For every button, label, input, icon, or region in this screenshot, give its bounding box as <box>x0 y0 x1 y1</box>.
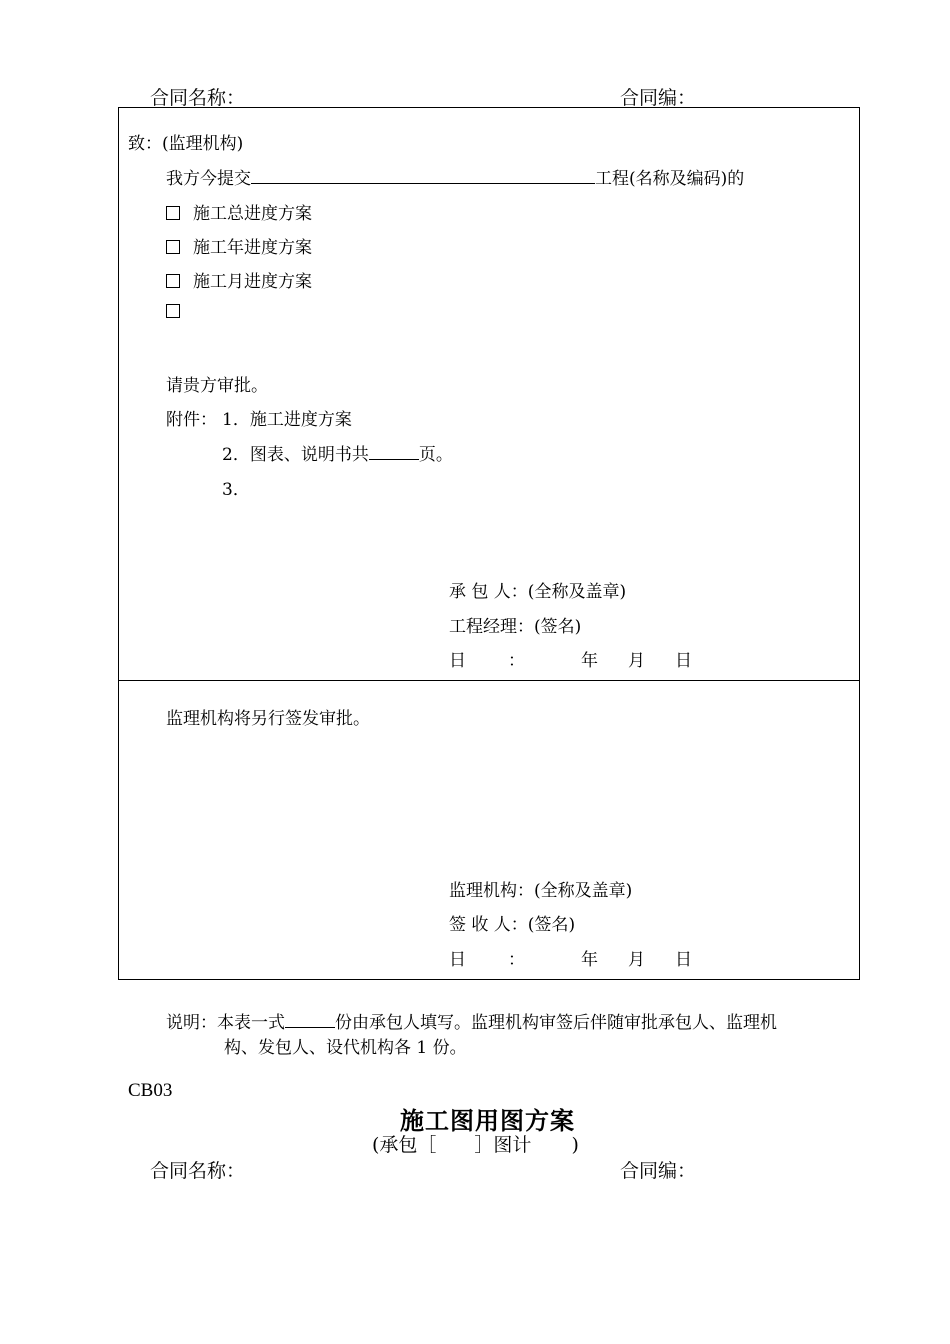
attachment-3: 3． <box>222 480 250 500</box>
note-line-1-suffix: 份由承包人填写。监理机构审签后伴随审批承包人、监理机 <box>335 1013 777 1033</box>
contract-number-label: 合同编： <box>620 87 697 109</box>
checkbox-icon[interactable] <box>166 304 180 318</box>
year-label: 年 <box>581 651 598 671</box>
option-monthly-schedule[interactable] <box>166 267 312 292</box>
form-note-line-1 <box>166 1008 777 1033</box>
attachment-2 <box>222 440 453 465</box>
addressee-line: 致：(监理机构) <box>128 134 244 154</box>
contractor-signature-label: 承 包 人：(全称及盖章) <box>449 582 627 602</box>
manager-signature-label: 工程经理：(签名) <box>449 617 582 637</box>
date-colon: ： <box>508 651 525 671</box>
supervisor-notice: 监理机构将另行签发审批。 <box>166 709 370 729</box>
page-count-blank[interactable] <box>369 443 419 460</box>
contract-name-label: 合同名称： <box>150 1160 246 1182</box>
note-prefix: 说明：本表一式 <box>166 1013 285 1033</box>
option-other[interactable] <box>166 302 193 322</box>
date-label: 日 <box>449 651 466 671</box>
checkbox-icon[interactable] <box>166 274 180 288</box>
form-title: 施工图用图方案 <box>400 1106 575 1135</box>
supervisor-signature-label: 监理机构：(全称及盖章) <box>449 881 633 901</box>
option-label: 施工月进度方案 <box>193 272 312 292</box>
option-label: 施工总进度方案 <box>193 204 312 224</box>
subtitle-suffix: ) <box>571 1134 579 1156</box>
day-label: 日 <box>675 950 692 970</box>
contract-name-label: 合同名称： <box>150 87 246 109</box>
date-line <box>449 646 692 671</box>
attachment-1: 1．施工进度方案 <box>222 410 352 430</box>
contract-number-label: 合同编： <box>620 1160 697 1182</box>
subtitle-prefix: (承包［ <box>372 1134 437 1156</box>
copies-blank[interactable] <box>285 1011 335 1028</box>
option-total-schedule[interactable] <box>166 199 312 224</box>
day-label: 日 <box>675 651 692 671</box>
approval-request: 请贵方审批。 <box>166 376 268 396</box>
checkbox-icon[interactable] <box>166 240 180 254</box>
receiver-signature-label: 签 收 人：(签名) <box>449 915 576 935</box>
submission-suffix: 工程(名称及编码)的 <box>595 169 745 189</box>
form-subtitle <box>372 1130 579 1157</box>
month-label: 月 <box>628 950 645 970</box>
year-label: 年 <box>581 950 598 970</box>
option-label: 施工年进度方案 <box>193 238 312 258</box>
date-colon: ： <box>508 950 525 970</box>
date-line <box>449 945 692 970</box>
attachment-2-suffix: 页。 <box>418 445 453 465</box>
subtitle-middle: ］图计 <box>474 1134 532 1156</box>
option-annual-schedule[interactable] <box>166 233 312 258</box>
submission-line <box>166 164 744 189</box>
date-label: 日 <box>449 950 466 970</box>
attachments-label: 附件： <box>166 410 217 430</box>
checkbox-icon[interactable] <box>166 206 180 220</box>
project-name-blank[interactable] <box>251 167 595 184</box>
submission-prefix: 我方今提交 <box>166 169 251 189</box>
form-code: CB03 <box>128 1080 173 1101</box>
section-divider <box>118 680 860 681</box>
month-label: 月 <box>628 651 645 671</box>
form-note-line-2: 构、发包人、设代机构各 1 份。 <box>224 1038 467 1058</box>
attachment-2-prefix: 2．图表、说明书共 <box>222 445 369 465</box>
